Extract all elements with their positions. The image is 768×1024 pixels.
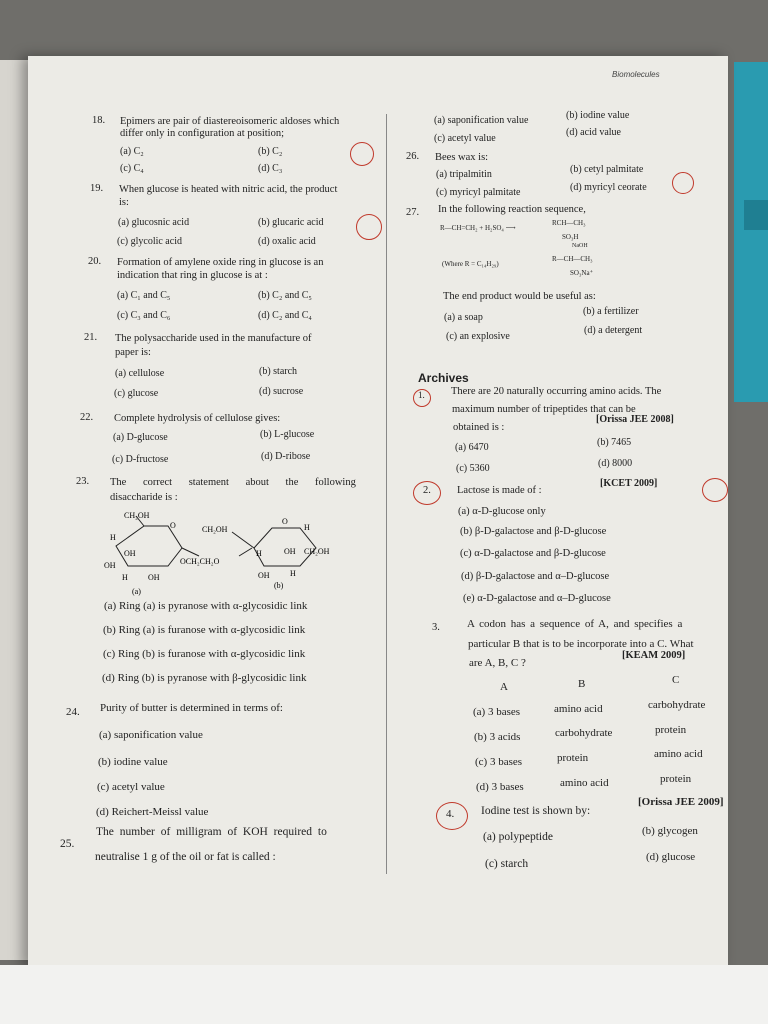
oh-label: OH	[148, 573, 160, 582]
section-header: Biomolecules	[612, 70, 660, 79]
a2-option-e: (e) α-D-galactose and α–D-glucose	[463, 593, 611, 604]
ch2oh-label: CH₂OH	[124, 511, 150, 520]
q24-option-b: (b) iodine value	[98, 756, 168, 768]
a1-source-tag: [Orissa JEE 2008]	[596, 414, 674, 425]
q23-number: 23.	[76, 476, 90, 487]
q22-option-a: (a) D-glucose	[113, 432, 168, 443]
q25-number: 25.	[60, 838, 75, 850]
q25-text: The number of milligram of KOH required to	[96, 826, 327, 838]
a3-row-a-col-b: amino acid	[554, 703, 603, 715]
q27-option-d: (d) a detergent	[584, 325, 643, 336]
a3-row-d-col-b: amino acid	[560, 777, 609, 789]
q24-option-c: (c) acetyl value	[97, 781, 165, 793]
reaction-sulfonic-group: SO₃H	[562, 233, 579, 241]
q23-option-b: (b) Ring (a) is furanose with α-glycosidic link	[103, 624, 306, 636]
q18-text-2: differ only in configuration at position;	[120, 128, 284, 139]
a1-text: There are 20 naturally occurring amino acids. The	[451, 386, 662, 397]
q18-text: Epimers are pair of diastereoisomeric aldoses which	[120, 116, 340, 127]
a4-source-tag: [Orissa JEE 2009]	[638, 796, 724, 808]
reaction-reagent: NaOH	[572, 243, 588, 249]
q26-option-a: (a) tripalmitin	[436, 169, 492, 180]
ring-oxygen: O	[282, 517, 288, 526]
oh-label: OH	[124, 549, 136, 558]
q26-number: 26.	[406, 151, 420, 162]
a3-row-d-col-a: (d) 3 bases	[476, 781, 524, 793]
a2-text: Lactose is made of :	[457, 485, 542, 496]
q21-option-c: (c) glucose	[114, 388, 159, 399]
q21-text: The polysaccharide used in the manufacture of	[115, 333, 312, 344]
q18-option-a: (a) C₂	[120, 146, 144, 157]
q19-text: When glucose is heated with nitric acid, the product	[119, 184, 338, 195]
a2-number: 2.	[423, 485, 431, 496]
q21-option-b: (b) starch	[259, 366, 298, 377]
a3-row-b-col-a: (b) 3 acids	[474, 731, 521, 743]
a4-option-d: (d) glucose	[646, 851, 696, 863]
a3-row-a-col-c: carbohydrate	[648, 699, 706, 711]
answer-mark-circle	[350, 142, 374, 166]
q24-number: 24.	[66, 706, 80, 718]
bridge-label: OCH₂CH₂O	[180, 557, 220, 566]
a3-row-c-col-b: protein	[557, 752, 589, 764]
column-divider	[386, 114, 387, 874]
archives-heading: Archives	[418, 371, 469, 385]
q22-text: Complete hydrolysis of cellulose gives:	[114, 413, 281, 424]
q22-option-b: (b) L-glucose	[260, 429, 315, 440]
q24-text: Purity of butter is determined in terms of:	[100, 702, 283, 714]
q25-option-d: (d) acid value	[566, 127, 621, 138]
a3-column-a: A	[500, 681, 508, 693]
q24-option-d: (d) Reichert-Meissl value	[96, 806, 209, 818]
a2-source-tag: [KCET 2009]	[600, 478, 658, 489]
q26-option-b: (b) cetyl palmitate	[570, 164, 644, 175]
h-label: H	[290, 569, 296, 578]
q20-option-c: (c) C₃ and C₆	[117, 310, 171, 321]
answer-mark-circle	[672, 172, 694, 194]
a2-option-b: (b) β-D-galactose and β-D-glucose	[460, 526, 607, 537]
q24-option-a: (a) saponification value	[99, 729, 203, 741]
q25-option-c: (c) acetyl value	[434, 133, 496, 144]
reaction-step-1: R—CH=CH₂ + H₂SO₄ ⟶	[440, 224, 516, 232]
a3-column-c: C	[672, 674, 680, 686]
a3-row-b-col-c: protein	[655, 724, 687, 736]
q18-option-d: (d) C₃	[258, 163, 283, 174]
q21-option-d: (d) sucrose	[259, 386, 304, 397]
q20-text: Formation of amylene oxide ring in glucose is an	[117, 257, 324, 268]
q19-number: 19.	[90, 183, 104, 194]
a3-source-tag: [KEAM 2009]	[622, 650, 686, 661]
ring-oxygen: O	[170, 521, 176, 530]
a4-option-c: (c) starch	[485, 858, 529, 870]
q25-text-2: neutralise 1 g of the oil or fat is called :	[95, 851, 276, 863]
reaction-product-group: SO₃Na⁺	[570, 269, 594, 277]
oh-label: OH	[258, 571, 270, 580]
a1-option-c: (c) 5360	[456, 463, 490, 474]
oh-label: OH	[284, 547, 296, 556]
q22-number: 22.	[80, 412, 94, 423]
a1-text-2: maximum number of tripeptides that can be	[452, 404, 636, 415]
h-label: H	[304, 523, 310, 532]
q22-option-c: (c) D-fructose	[112, 454, 169, 465]
q23-option-d: (d) Ring (b) is pyranose with β-glycosidic link	[102, 672, 307, 684]
q25-option-a: (a) saponification value	[434, 115, 529, 126]
a1-option-d: (d) 8000	[598, 458, 633, 469]
a3-text-2: particular B that is to be incorporate into a C. What	[468, 638, 694, 650]
q26-option-c: (c) myricyl palmitate	[436, 187, 521, 198]
q18-number: 18.	[92, 115, 106, 126]
a2-option-d: (d) β-D-galactose and α–D-glucose	[461, 571, 610, 582]
q20-option-d: (d) C₂ and C₄	[258, 310, 312, 321]
q21-number: 21.	[84, 332, 98, 343]
q26-text: Bees wax is:	[435, 152, 489, 163]
a1-text-3: obtained is :	[453, 422, 505, 433]
q27-text-2: The end product would be useful as:	[443, 291, 596, 302]
a4-option-a: (a) polypeptide	[483, 831, 553, 843]
q20-option-a: (a) C₁ and C₅	[117, 290, 171, 301]
a3-text-3: are A, B, C ?	[469, 657, 526, 669]
a4-text: Iodine test is shown by:	[481, 805, 591, 817]
q19-option-a: (a) glucosnic acid	[118, 217, 190, 228]
a1-number: 1.	[418, 390, 425, 400]
oh-label: OH	[104, 561, 116, 570]
q27-number: 27.	[406, 207, 420, 218]
q22-option-d: (d) D-ribose	[261, 451, 311, 462]
ch2oh-label: CH₂OH	[304, 547, 330, 556]
q23-text-2: disaccharide is :	[110, 492, 178, 503]
q18-option-c: (c) C₄	[120, 163, 144, 174]
reaction-intermediate: RCH—CH₃	[552, 219, 586, 227]
q27-text: In the following reaction sequence,	[438, 204, 586, 215]
ring-a-label: (a)	[132, 587, 141, 596]
reaction-product: R—CH—CH₃	[552, 255, 593, 263]
q19-option-d: (d) oxalic acid	[258, 236, 316, 247]
ch2oh-label: CH₂OH	[202, 525, 228, 534]
q19-option-b: (b) glucaric acid	[258, 217, 324, 228]
disaccharide-structure	[104, 508, 364, 598]
a3-row-c-col-c: amino acid	[654, 748, 703, 760]
q23-option-a: (a) Ring (a) is pyranose with α-glycosidic link	[104, 600, 308, 612]
q23-text: The correct statement about the following	[110, 477, 356, 488]
q27-option-a: (a) a soap	[444, 312, 483, 323]
h-label: H	[122, 573, 128, 582]
q19-text-2: is:	[119, 197, 129, 208]
q25-option-b: (b) iodine value	[566, 110, 630, 121]
a3-column-b: B	[578, 678, 586, 690]
q20-number: 20.	[88, 256, 102, 267]
page-tab-marker	[744, 200, 768, 230]
page-tab	[734, 62, 768, 402]
a3-number: 3.	[432, 622, 440, 633]
a3-row-c-col-a: (c) 3 bases	[475, 756, 523, 768]
a3-row-b-col-b: carbohydrate	[555, 727, 613, 739]
q21-text-2: paper is:	[115, 347, 151, 358]
a3-text: A codon has a sequence of A, and specifies a	[467, 618, 683, 630]
background-surface	[0, 965, 768, 1024]
a4-option-b: (b) glycogen	[642, 825, 698, 837]
ring-b-label: (b)	[274, 581, 284, 590]
q20-text-2: indication that ring in glucose is at :	[117, 270, 268, 281]
a1-option-b: (b) 7465	[597, 437, 632, 448]
answer-mark-circle	[702, 478, 728, 502]
q26-option-d: (d) myricyl ceorate	[570, 182, 647, 193]
a2-option-a: (a) α-D-glucose only	[458, 506, 546, 517]
h-label: H	[256, 549, 262, 558]
q19-option-c: (c) glycolic acid	[117, 236, 182, 247]
q18-option-b: (b) C₂	[258, 146, 283, 157]
ring-a	[116, 526, 182, 566]
q27-option-c: (c) an explosive	[446, 331, 510, 342]
a3-row-a-col-a: (a) 3 bases	[473, 706, 521, 718]
q20-option-b: (b) C₂ and C₅	[258, 290, 312, 301]
answer-mark-circle	[356, 214, 382, 240]
a2-option-c: (c) α-D-galactose and β-D-glucose	[460, 548, 606, 559]
q23-option-c: (c) Ring (b) is furanose with α-glycosidic link	[103, 648, 306, 660]
q21-option-a: (a) cellulose	[115, 368, 165, 379]
reaction-note: (Where R = C₁₄H₂₉)	[442, 260, 499, 268]
h-label: H	[110, 533, 116, 542]
a3-row-d-col-c: protein	[660, 773, 692, 785]
a4-number: 4.	[446, 808, 455, 820]
q27-option-b: (b) a fertilizer	[583, 306, 639, 317]
a1-option-a: (a) 6470	[455, 442, 489, 453]
